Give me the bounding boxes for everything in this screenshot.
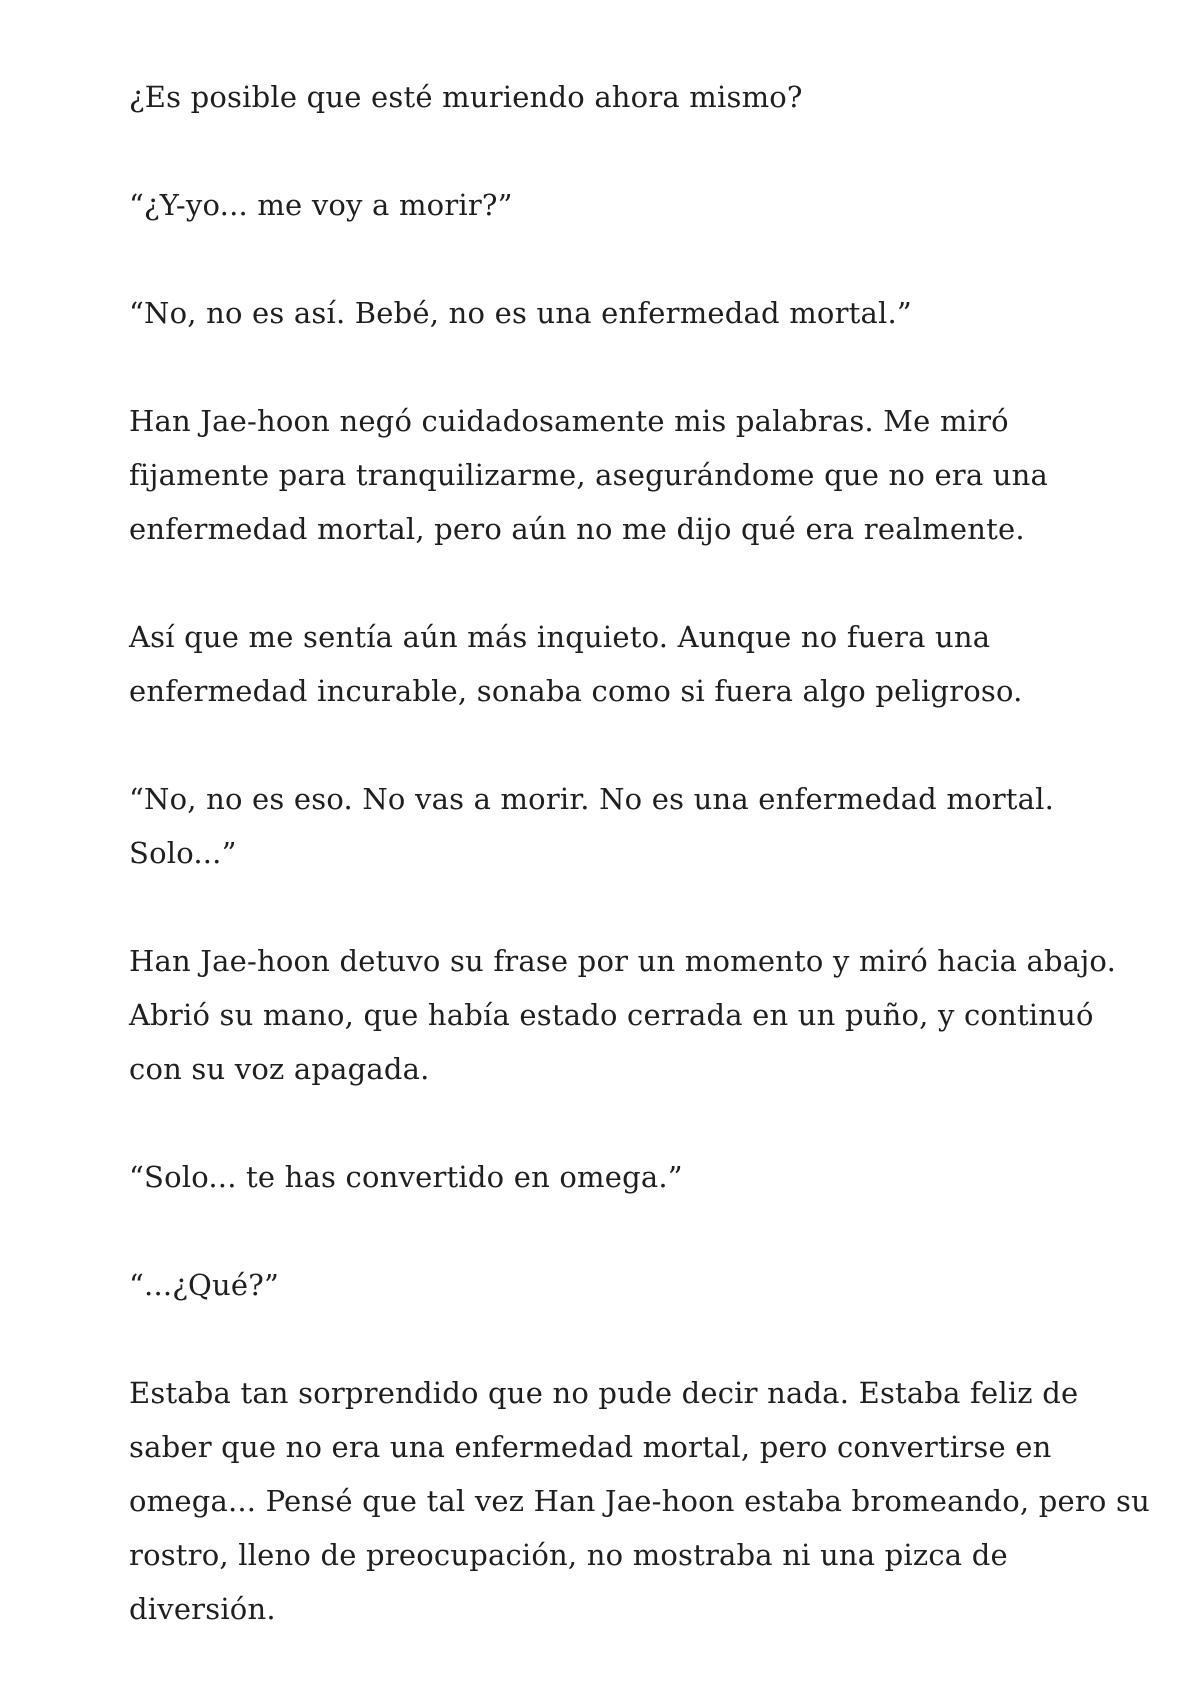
paragraph-3 [129,286,1089,340]
text-line: fijamente para tranquilizarme, asegurándome que no era una [129,458,1049,492]
text-line: Así que me sentía aún más inquieto. Aunque no fuera una [129,620,991,654]
paragraph-6 [129,772,1089,880]
text-line: con su voz apagada. [129,1052,430,1086]
text-line: enfermedad incurable, sonaba como si fuera algo peligroso. [129,674,1023,708]
paragraph-8 [129,1150,1089,1204]
text-line: Estaba tan sorprendido que no pude decir nada. Estaba feliz de [129,1376,1079,1410]
paragraph-9 [129,1258,1089,1312]
text-line: Han Jae-hoon negó cuidadosamente mis palabras. Me miró [129,404,1009,438]
text-line: “...¿Qué?” [129,1268,280,1302]
text-line: enfermedad mortal, pero aún no me dijo qué era realmente. [129,512,1025,546]
paragraph-1 [129,70,1089,124]
text-line: “No, no es así. Bebé, no es una enfermedad mortal.” [129,296,912,330]
text-line: omega... Pensé que tal vez Han Jae-hoon estaba bromeando, pero su [129,1484,1150,1518]
paragraph-7 [129,934,1117,1096]
text-line: rostro, lleno de preocupación, no mostraba ni una pizca de [129,1538,1008,1572]
paragraph-4 [129,394,1089,556]
text-line: “No, no es eso. No vas a morir. No es una enfermedad mortal. [129,782,1055,816]
paragraph-10 [129,1366,1150,1636]
text-line: Solo...” [129,836,237,870]
text-body [129,70,1150,1636]
text-line: Abrió su mano, que había estado cerrada en un puño, y continuó [129,998,1094,1032]
text-line: “¿Y-yo... me voy a morir?” [129,188,513,222]
text-line: saber que no era una enfermedad mortal, pero convertirse en [129,1430,1052,1464]
text-line: diversión. [129,1592,276,1626]
text-line: ¿Es posible que esté muriendo ahora mismo? [129,80,803,114]
text-line: “Solo... te has convertido en omega.” [129,1160,683,1194]
paragraph-5 [129,610,1089,718]
paragraph-2 [129,178,1089,232]
text-line: Han Jae-hoon detuvo su frase por un momento y miró hacia abajo. [129,944,1117,978]
